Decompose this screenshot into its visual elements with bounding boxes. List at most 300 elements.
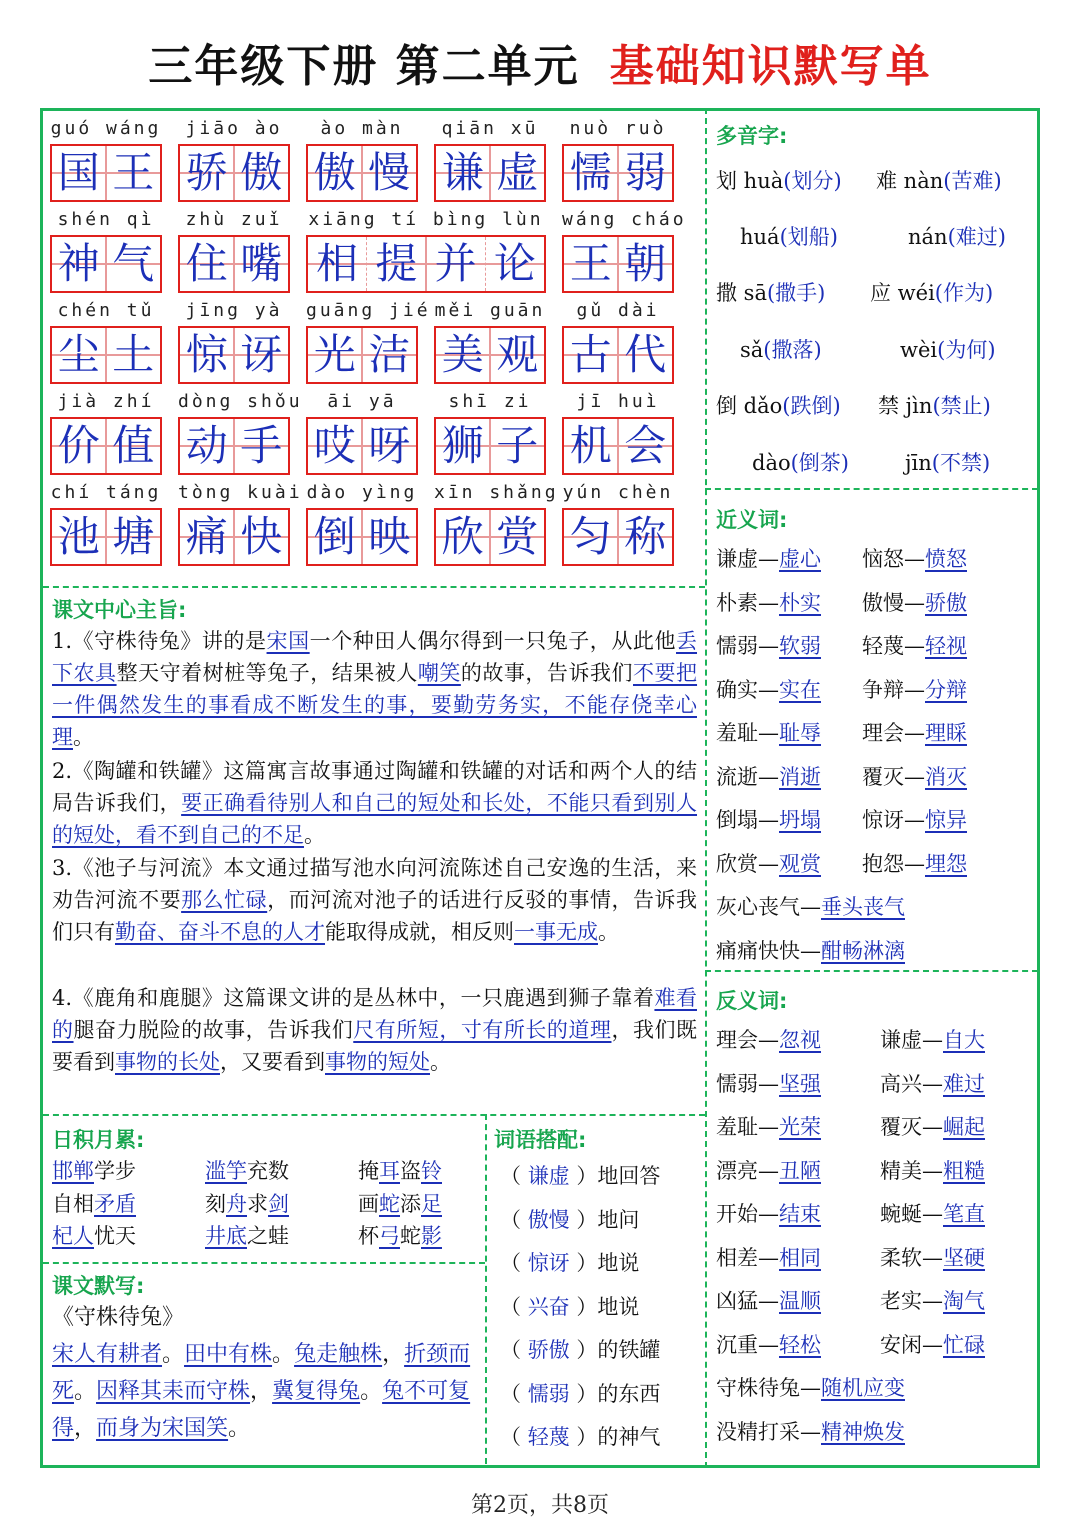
- synonyms-word: 流逝: [716, 764, 758, 789]
- dash: —: [758, 1028, 779, 1052]
- antonyms-word: 柔软: [880, 1245, 922, 1270]
- paren-open: （: [500, 1425, 528, 1449]
- divider-synonyms: [705, 970, 1038, 972]
- answer-text: 要正确看待别人和自己的短处和长处，不能只看到别人的短处，看不到自己的不足: [52, 791, 698, 847]
- polyphone-example: (划分): [783, 169, 842, 193]
- character-cells: [308, 510, 416, 564]
- character-box: [434, 326, 546, 384]
- collocation-text: 地说: [597, 1251, 640, 1275]
- synonyms-answer: 愤怒: [925, 547, 967, 571]
- synonyms-word: 恼怒: [862, 547, 904, 571]
- pinyin-label: gǔ dài: [576, 300, 660, 321]
- antonyms-word: 安闲: [880, 1332, 922, 1357]
- answer-text: 勤奋、奋斗不息的人才: [115, 920, 325, 944]
- antonyms-word: 谦虚: [880, 1028, 922, 1052]
- antonyms-answer: 忙碌: [943, 1332, 985, 1357]
- antonyms-word: 凶猛: [716, 1289, 758, 1313]
- paragraph-text: 。: [73, 725, 94, 749]
- synonyms-pair: [716, 543, 821, 573]
- paragraph-text: 。: [430, 1050, 451, 1074]
- paren-close: ）: [569, 1294, 598, 1319]
- pinyin-label: chén tǔ: [57, 300, 155, 321]
- character-cells: [180, 328, 288, 382]
- vocab-word: [562, 300, 674, 386]
- synonyms-answer: 坍塌: [779, 808, 821, 832]
- collocation-text: 地问: [597, 1207, 640, 1232]
- paragraph-text: ，又要看到: [220, 1050, 325, 1074]
- vocab-word: [434, 118, 546, 204]
- idiom-item: [52, 1155, 136, 1185]
- dash: —: [758, 764, 779, 789]
- vocab-word: [434, 391, 546, 477]
- idiom-answer: 邯郸: [52, 1159, 94, 1183]
- character-cells: [436, 419, 544, 473]
- character-cell: 塘: [112, 512, 155, 561]
- dash: —: [758, 590, 779, 615]
- synonyms-answer: 垂头丧气: [821, 895, 905, 919]
- collocation-item: [500, 1421, 660, 1451]
- dash: —: [758, 808, 779, 832]
- synonyms-pair: [862, 717, 967, 747]
- idiom-text: 学步: [94, 1159, 136, 1183]
- character-cells: [564, 146, 672, 200]
- antonyms-pair: [880, 1198, 985, 1228]
- paragraph-text: 整天守着树桩等兔子，结果被人: [116, 661, 418, 685]
- antonyms-answer: 轻松: [779, 1332, 821, 1357]
- synonyms-word: 惊讶: [862, 808, 904, 832]
- polyphone-example: (倒茶): [790, 451, 849, 475]
- antonyms-word: 蜿蜒: [880, 1202, 922, 1226]
- polyphone-entry: [716, 165, 842, 195]
- antonyms-pair: [880, 1285, 985, 1315]
- character-cell: 池: [52, 510, 107, 564]
- character-box: [50, 508, 162, 566]
- polyphone-example: (跌倒): [782, 394, 841, 418]
- vocab-word: [562, 209, 687, 295]
- synonyms-pair: [716, 848, 821, 878]
- character-cell: 代: [624, 330, 667, 379]
- synonyms-pair: [862, 848, 967, 878]
- polyphone-example: (撒手): [766, 281, 826, 305]
- character-cells: [436, 328, 544, 382]
- antonyms-heading: 反义词:: [716, 989, 788, 1013]
- polyphone-entry: [716, 390, 841, 420]
- punctuation: ，: [250, 1379, 273, 1404]
- paragraph-text: ，而河流对池子的话进行反驳的事情，告诉我们只有: [52, 888, 698, 944]
- character-box: [178, 508, 290, 566]
- antonyms-word: 开始: [716, 1202, 758, 1226]
- pinyin-label: qiān xū: [441, 118, 539, 139]
- antonyms-answer: 随机应变: [821, 1376, 905, 1400]
- synonyms-pair: [716, 717, 821, 747]
- vocab-row: [50, 391, 700, 477]
- synonyms-word: 轻蔑: [862, 634, 904, 658]
- pinyin-label: nuò ruò: [569, 118, 667, 139]
- character-box: [434, 508, 546, 566]
- paragraph-text: 的故事，告诉我们: [460, 661, 633, 685]
- character-cells: [52, 328, 160, 382]
- dash: —: [922, 1245, 943, 1270]
- idiom-text: 掩: [358, 1159, 379, 1183]
- paragraph-text: 。: [304, 823, 325, 847]
- polyphone-entry: [908, 221, 1006, 251]
- pinyin-label: wáng cháo: [562, 209, 687, 230]
- polyphone-example: (不禁): [931, 451, 991, 475]
- antonyms-pair: [880, 1068, 985, 1098]
- collocation-heading: 词语搭配:: [494, 1128, 587, 1152]
- polyphone-reading: jīn: [905, 451, 932, 475]
- antonyms-word: 没精打采: [716, 1419, 800, 1444]
- character-cell: 傲: [308, 146, 363, 200]
- character-cells: [52, 510, 160, 564]
- character-box: [306, 326, 418, 384]
- synonyms-pair: [862, 674, 967, 704]
- punctuation: 。: [74, 1379, 97, 1404]
- dictation-answer: 折颈而死: [52, 1342, 471, 1404]
- vocab-word: [434, 300, 546, 386]
- dictation-text: [52, 1336, 477, 1447]
- dash: —: [800, 895, 821, 919]
- vocab-word: [50, 300, 162, 386]
- polyphone-entry: [716, 277, 825, 307]
- vocab-word: [178, 300, 290, 386]
- synonyms-answer: 惊异: [925, 808, 967, 832]
- idiom-text: 充数: [247, 1159, 289, 1183]
- synonyms-answer: 软弱: [779, 634, 821, 658]
- collocation-item: [500, 1334, 660, 1364]
- answer-text: 事物的长处: [115, 1050, 220, 1074]
- synonyms-answer: 实在: [779, 677, 821, 702]
- dictation-title: 《守株待兔》: [52, 1305, 185, 1330]
- collocation-text: 地说: [597, 1294, 640, 1319]
- character-cell: 尘: [52, 328, 107, 382]
- dictation-heading: 课文默写:: [52, 1274, 145, 1298]
- paren-open: （: [500, 1207, 528, 1232]
- character-cell: 谦: [436, 146, 491, 200]
- polyphone-entry: [905, 447, 990, 477]
- answer-text: 一事无成: [514, 920, 598, 944]
- antonyms-pair: [880, 1111, 985, 1141]
- synonyms-pair: [716, 587, 821, 617]
- character-cell: 惊: [180, 328, 235, 382]
- vocab-word: [562, 482, 674, 568]
- character-cells: [180, 146, 288, 200]
- theme-heading: 课文中心主旨:: [52, 598, 187, 622]
- dash: —: [758, 677, 779, 702]
- character-box: [306, 144, 418, 202]
- idiom-text: 求: [247, 1192, 268, 1216]
- character-cells: [436, 146, 544, 200]
- idiom-text: 添: [400, 1192, 421, 1216]
- character-cell: 古: [564, 328, 619, 382]
- synonyms-pair: [862, 761, 967, 791]
- pinyin-label: dòng shǒu: [178, 391, 303, 412]
- character-cell: 国: [52, 146, 107, 200]
- idiom-text: 忧天: [94, 1224, 136, 1248]
- answer-text: 尺有所短，寸有所长的道理: [353, 1018, 612, 1042]
- paren-open: （: [500, 1251, 528, 1275]
- collocation-answer: 惊讶: [527, 1251, 570, 1275]
- paragraph-text: 腿奋力脱险的故事，告诉我们: [73, 1018, 354, 1042]
- paren-close: ）: [569, 1381, 598, 1406]
- paren-close: ）: [569, 1164, 598, 1188]
- synonyms-pair: [716, 804, 821, 834]
- synonyms-answer: 轻视: [925, 634, 967, 658]
- idiom-answer: 足: [421, 1192, 442, 1216]
- idiom-item: [205, 1188, 289, 1218]
- theme-p4: [52, 982, 697, 1078]
- character-box: [50, 144, 162, 202]
- dash: —: [758, 1115, 779, 1139]
- dash: —: [922, 1332, 943, 1357]
- vocab-word: [562, 391, 674, 477]
- dash: —: [800, 1419, 821, 1444]
- polyphones-heading: 多音字:: [716, 124, 788, 148]
- dash: —: [758, 1071, 779, 1096]
- character-cell: 并: [427, 237, 486, 291]
- pinyin-label: ào màn: [320, 118, 404, 139]
- pinyin-label: yún chèn: [562, 482, 674, 503]
- character-cell: 哎: [308, 419, 363, 473]
- vocab-word: [306, 391, 418, 477]
- answer-text: 事物的短处: [325, 1050, 430, 1074]
- character-cell: 嘴: [240, 239, 283, 288]
- polyphone-entry: [870, 277, 993, 307]
- dash: —: [904, 764, 925, 789]
- antonyms-answer: 相同: [779, 1245, 821, 1270]
- vocab-row: [50, 118, 700, 204]
- character-cell: 傲: [240, 148, 283, 197]
- synonyms-word: 倒塌: [716, 808, 758, 832]
- antonyms-word: 羞耻: [716, 1115, 758, 1139]
- polyphone-reading: 应 wéi: [870, 281, 935, 305]
- idiom-answer: 蛇: [379, 1192, 400, 1216]
- antonyms-word: 相差: [716, 1245, 758, 1270]
- antonyms-word: 高兴: [880, 1071, 922, 1096]
- answer-text: 嘲笑: [417, 661, 461, 685]
- character-cell: 匀: [564, 510, 619, 564]
- vocab-word: [50, 118, 162, 204]
- vocab-word: [50, 209, 162, 295]
- antonyms-pair: [716, 1285, 821, 1315]
- synonyms-word: 覆灭: [862, 764, 904, 789]
- character-cells: [564, 419, 672, 473]
- paren-close: ）: [569, 1338, 598, 1362]
- paragraph-text: 4.《鹿角和鹿腿》这篇课文讲的是丛林中，一只鹿遇到狮子靠着: [52, 986, 655, 1010]
- synonyms-pair: [716, 935, 905, 965]
- polyphone-reading: 难 nàn: [876, 169, 944, 193]
- character-cell: 会: [624, 421, 667, 470]
- polyphone-example: (禁止): [932, 394, 991, 418]
- collocation-item: [500, 1378, 660, 1408]
- idiom-item: [358, 1188, 442, 1218]
- character-cell: 王: [112, 148, 155, 197]
- idiom-text: 盗: [400, 1159, 421, 1183]
- antonyms-word: 守株待兔: [716, 1376, 800, 1400]
- idiom-answer: 井底: [205, 1224, 247, 1248]
- character-cell: 子: [496, 421, 539, 470]
- polyphone-reading: huá: [740, 225, 780, 249]
- pinyin-label: zhù zuǐ: [185, 209, 283, 230]
- idiom-answer: 剑: [268, 1192, 289, 1216]
- synonyms-answer: 耻辱: [779, 721, 821, 745]
- dash: —: [904, 808, 925, 832]
- paren-close: ）: [569, 1251, 598, 1275]
- paren-close: ）: [569, 1425, 598, 1449]
- dictation-answer: 而身为宋国笑: [96, 1416, 229, 1441]
- character-cells: [52, 237, 160, 291]
- polyphone-reading: dào: [752, 451, 791, 475]
- idiom-item: [205, 1220, 289, 1250]
- antonyms-pair: [716, 1024, 821, 1054]
- antonyms-pair: [716, 1068, 821, 1098]
- collocation-text: 地回答: [597, 1164, 661, 1188]
- antonyms-word: 沉重: [716, 1332, 758, 1357]
- antonyms-word: 漂亮: [716, 1158, 758, 1183]
- character-cells: [564, 328, 672, 382]
- idiom-answer: 杞人: [52, 1224, 94, 1248]
- character-box: [306, 235, 546, 293]
- pinyin-label: jiāo ào: [185, 118, 283, 139]
- character-cell: 映: [368, 512, 411, 561]
- paragraph-text: 2.《陶罐和铁罐》这篇寓言故事通过陶罐和铁罐的对话和两个人的结局告诉我们，: [52, 759, 697, 815]
- paragraph-text: 3.《池子与河流》本文通过描写池水向河流陈述自己安逸的生活，来劝告河流不要: [52, 856, 697, 912]
- collocation-text: 的东西: [597, 1381, 661, 1406]
- idiom-text: 蛇: [400, 1224, 421, 1248]
- dash: —: [904, 634, 925, 658]
- idiom-answer: 影: [421, 1224, 442, 1248]
- character-cell: 快: [240, 512, 283, 561]
- dash: —: [758, 547, 779, 571]
- pinyin-label: chí táng: [50, 482, 162, 503]
- divider-idioms: [43, 1262, 485, 1264]
- paragraph-text: 1.《守株待兔》讲的是: [52, 629, 267, 653]
- vocab-row: [50, 300, 700, 386]
- paragraph-text: 能取得成就，相反则: [325, 920, 514, 944]
- synonyms-answer: 理睬: [925, 721, 967, 745]
- dash: —: [758, 1202, 779, 1226]
- vocab-word: [178, 391, 303, 477]
- synonyms-word: 争辩: [862, 677, 904, 702]
- punctuation: 。: [272, 1342, 295, 1367]
- idiom-item: [205, 1155, 289, 1185]
- dash: —: [922, 1028, 943, 1052]
- antonyms-pair: [880, 1329, 985, 1359]
- character-cell: 论: [493, 239, 536, 288]
- antonyms-word: 覆灭: [880, 1115, 922, 1139]
- answer-text: 丢下农具: [52, 629, 698, 685]
- synonyms-answer: 分辩: [925, 677, 967, 702]
- idiom-text: 自相: [52, 1192, 94, 1216]
- antonyms-word: 精美: [880, 1158, 922, 1183]
- character-cell: 光: [308, 328, 363, 382]
- polyphone-example: (为何): [937, 338, 996, 362]
- antonyms-answer: 崛起: [943, 1115, 985, 1139]
- polyphone-example: (作为): [934, 281, 994, 305]
- antonyms-word: 理会: [716, 1028, 758, 1052]
- antonyms-pair: [716, 1155, 821, 1185]
- antonyms-answer: 精神焕发: [821, 1419, 905, 1444]
- idiom-text: 杯: [358, 1224, 379, 1248]
- character-cells: [308, 237, 544, 291]
- dash: —: [904, 721, 925, 745]
- dash: —: [922, 1202, 943, 1226]
- character-cell: 值: [112, 421, 155, 470]
- divider-theme: [43, 1114, 705, 1116]
- character-cell: 赏: [496, 512, 539, 561]
- synonyms-word: 理会: [862, 721, 904, 745]
- paren-open: （: [500, 1294, 528, 1319]
- punctuation: ，: [382, 1342, 405, 1367]
- antonyms-word: 老实: [880, 1289, 922, 1313]
- answer-text: 不要把一件偶然发生的事看成不断发生的事，要勤劳务实，不能存侥幸心理: [52, 661, 698, 749]
- character-cell: 王: [564, 237, 619, 291]
- polyphone-reading: nán: [908, 225, 948, 249]
- title-highlight: 基础知识默写单: [609, 41, 932, 92]
- collocation-answer: 轻蔑: [527, 1425, 570, 1449]
- collocation-item: [500, 1247, 639, 1277]
- synonyms-pair: [862, 543, 967, 573]
- character-box: [178, 144, 290, 202]
- vocab-word: [50, 391, 162, 477]
- antonyms-pair: [716, 1329, 821, 1359]
- character-box: [178, 235, 290, 293]
- synonyms-word: 谦虚: [716, 547, 758, 571]
- dash: —: [904, 590, 925, 615]
- character-cell: 提: [367, 237, 426, 291]
- dash: —: [758, 721, 779, 745]
- character-cell: 动: [180, 419, 235, 473]
- vocab-word: [306, 482, 418, 568]
- synonyms-word: 朴素: [716, 590, 758, 615]
- paragraph-text: 。: [598, 920, 619, 944]
- antonyms-pair: [880, 1155, 985, 1185]
- synonyms-answer: 观赏: [779, 851, 821, 876]
- title-main: 三年级下册 第二单元: [148, 41, 580, 92]
- character-cell: 洁: [368, 330, 411, 379]
- character-cell: 虚: [496, 148, 539, 197]
- idiom-answer: 耳: [379, 1159, 400, 1183]
- antonyms-answer: 丑陋: [779, 1158, 821, 1183]
- paren-open: （: [500, 1338, 528, 1362]
- synonyms-word: 懦弱: [716, 634, 758, 658]
- pinyin-label: guāng jié: [306, 300, 431, 321]
- character-box: [306, 417, 418, 475]
- divider-polyphones: [705, 488, 1038, 490]
- vocab-word: [178, 482, 303, 568]
- pinyin-label: jīng yà: [185, 300, 283, 321]
- vocab-word: [434, 482, 559, 568]
- character-box: [178, 417, 290, 475]
- dictation-answer: 兔走触株: [294, 1342, 383, 1367]
- antonyms-answer: 光荣: [779, 1115, 821, 1139]
- dash: —: [758, 1158, 779, 1183]
- synonyms-pair: [716, 761, 821, 791]
- paragraph-text: ，我们既要看到: [52, 1018, 698, 1074]
- collocation-answer: 兴奋: [527, 1294, 570, 1319]
- dictation-answer: 因释其耒而守株: [96, 1379, 251, 1404]
- synonyms-answer: 朴实: [779, 590, 821, 615]
- dash: —: [758, 1245, 779, 1270]
- character-box: [50, 235, 162, 293]
- synonyms-word: 羞耻: [716, 721, 758, 745]
- paren-open: （: [500, 1164, 528, 1188]
- polyphone-reading: wèi: [900, 338, 938, 362]
- character-cells: [564, 237, 672, 291]
- character-box: [562, 326, 674, 384]
- synonyms-word: 傲慢: [862, 590, 904, 615]
- character-cell: 朝: [624, 239, 667, 288]
